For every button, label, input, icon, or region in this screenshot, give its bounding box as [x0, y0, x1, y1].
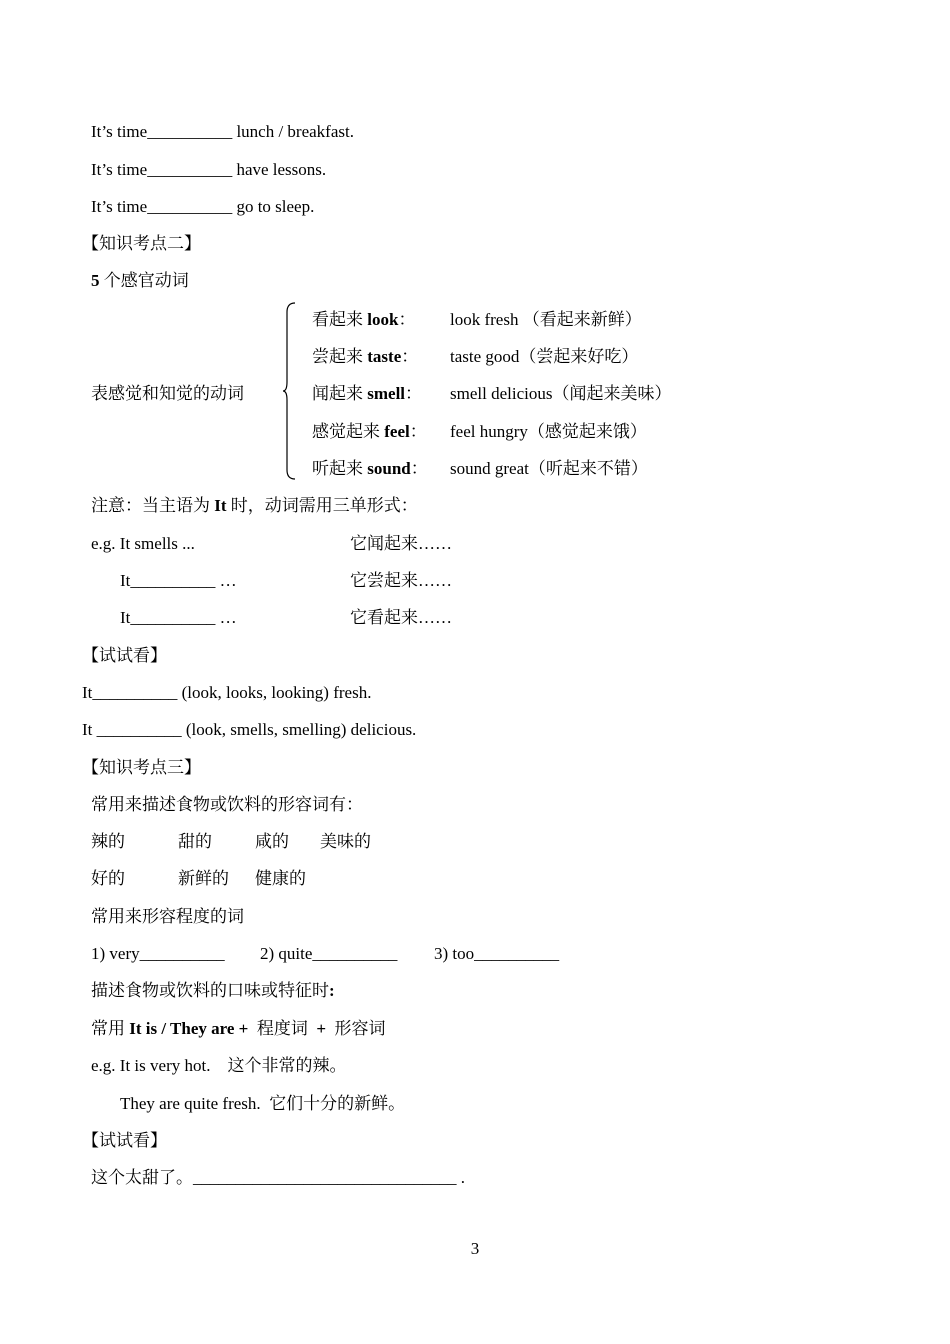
degree-quite: 2) quite__________ [260, 944, 398, 963]
verb-look-example: look fresh （看起来新鲜） [450, 310, 642, 329]
sentence-pattern: 常用 It is / They are + 程度词 + 形容词 [91, 1019, 386, 1038]
fill-in-sentence-2: It’s time__________ have lessons. [91, 160, 327, 179]
verb-group-label: 表感觉和知觉的动词 [91, 384, 244, 403]
adj-salty: 咸的 [255, 832, 289, 851]
verb-feel-example: feel hungry（感觉起来饿） [450, 422, 647, 441]
section-heading-3: 【知识考点三】 [82, 758, 201, 777]
adj-spicy: 辣的 [91, 832, 125, 851]
section-heading-2: 【知识考点二】 [82, 234, 201, 253]
pattern-example-1: e.g. It is very hot. 这个非常的辣。 [91, 1056, 347, 1075]
describe-intro: 描述食物或饮料的口味或特征时: [91, 981, 335, 1000]
fill-in-sentence-3: It’s time__________ go to sleep. [91, 197, 315, 216]
degree-too: 3) too__________ [434, 944, 560, 963]
practice-translation-line: 这个太甜了。_______________________________ . [91, 1168, 465, 1187]
example-cn-1: 它闻起来…… [350, 534, 452, 553]
adj-delicious: 美味的 [320, 832, 371, 851]
degree-very: 1) very__________ [91, 944, 225, 963]
third-person-note: 注意：当主语为 It 时，动词需用三单形式： [91, 496, 418, 515]
verb-taste: 尝起来 taste： [312, 347, 419, 366]
verb-sound-example: sound great（听起来不错） [450, 459, 648, 478]
pattern-example-2: They are quite fresh. 它们十分的新鲜。 [120, 1094, 406, 1113]
verb-taste-example: taste good（尝起来好吃） [450, 347, 639, 366]
verb-sound: 听起来 sound： [312, 459, 428, 478]
adjectives-intro: 常用来描述食物或饮料的形容词有： [91, 795, 363, 814]
adj-fresh: 新鲜的 [178, 869, 229, 888]
verb-feel: 感觉起来 feel： [312, 422, 427, 441]
practice-line-2: It __________ (look, smells, smelling) delicious. [82, 720, 417, 739]
page-number: 3 [470, 1239, 480, 1258]
example-en-2: It__________ … [120, 571, 237, 590]
adj-healthy: 健康的 [255, 869, 306, 888]
subtitle-number: 5 [91, 271, 100, 290]
subtitle-text: 个感官动词 [99, 271, 189, 290]
adj-sweet: 甜的 [178, 832, 212, 851]
example-cn-3: 它看起来…… [350, 608, 452, 627]
practice-line-1: It__________ (look, looks, looking) fresh. [82, 683, 372, 702]
sense-verbs-subtitle [91, 270, 189, 292]
practice-heading-2: 【试试看】 [82, 1131, 167, 1150]
curly-brace [282, 302, 296, 480]
example-en-3: It__________ … [120, 608, 237, 627]
verb-smell: 闻起来 smell： [312, 384, 423, 403]
example-en-1: e.g. It smells ... [91, 534, 195, 553]
example-cn-2: 它尝起来…… [350, 571, 452, 590]
verb-look: 看起来 look： [312, 310, 416, 329]
degree-intro: 常用来形容程度的词 [91, 907, 244, 926]
fill-in-sentence-1: It’s time__________ lunch / breakfast. [91, 122, 354, 141]
adj-good: 好的 [91, 869, 125, 888]
verb-smell-example: smell delicious（闻起来美味） [450, 384, 672, 403]
practice-heading-1: 【试试看】 [82, 646, 167, 665]
